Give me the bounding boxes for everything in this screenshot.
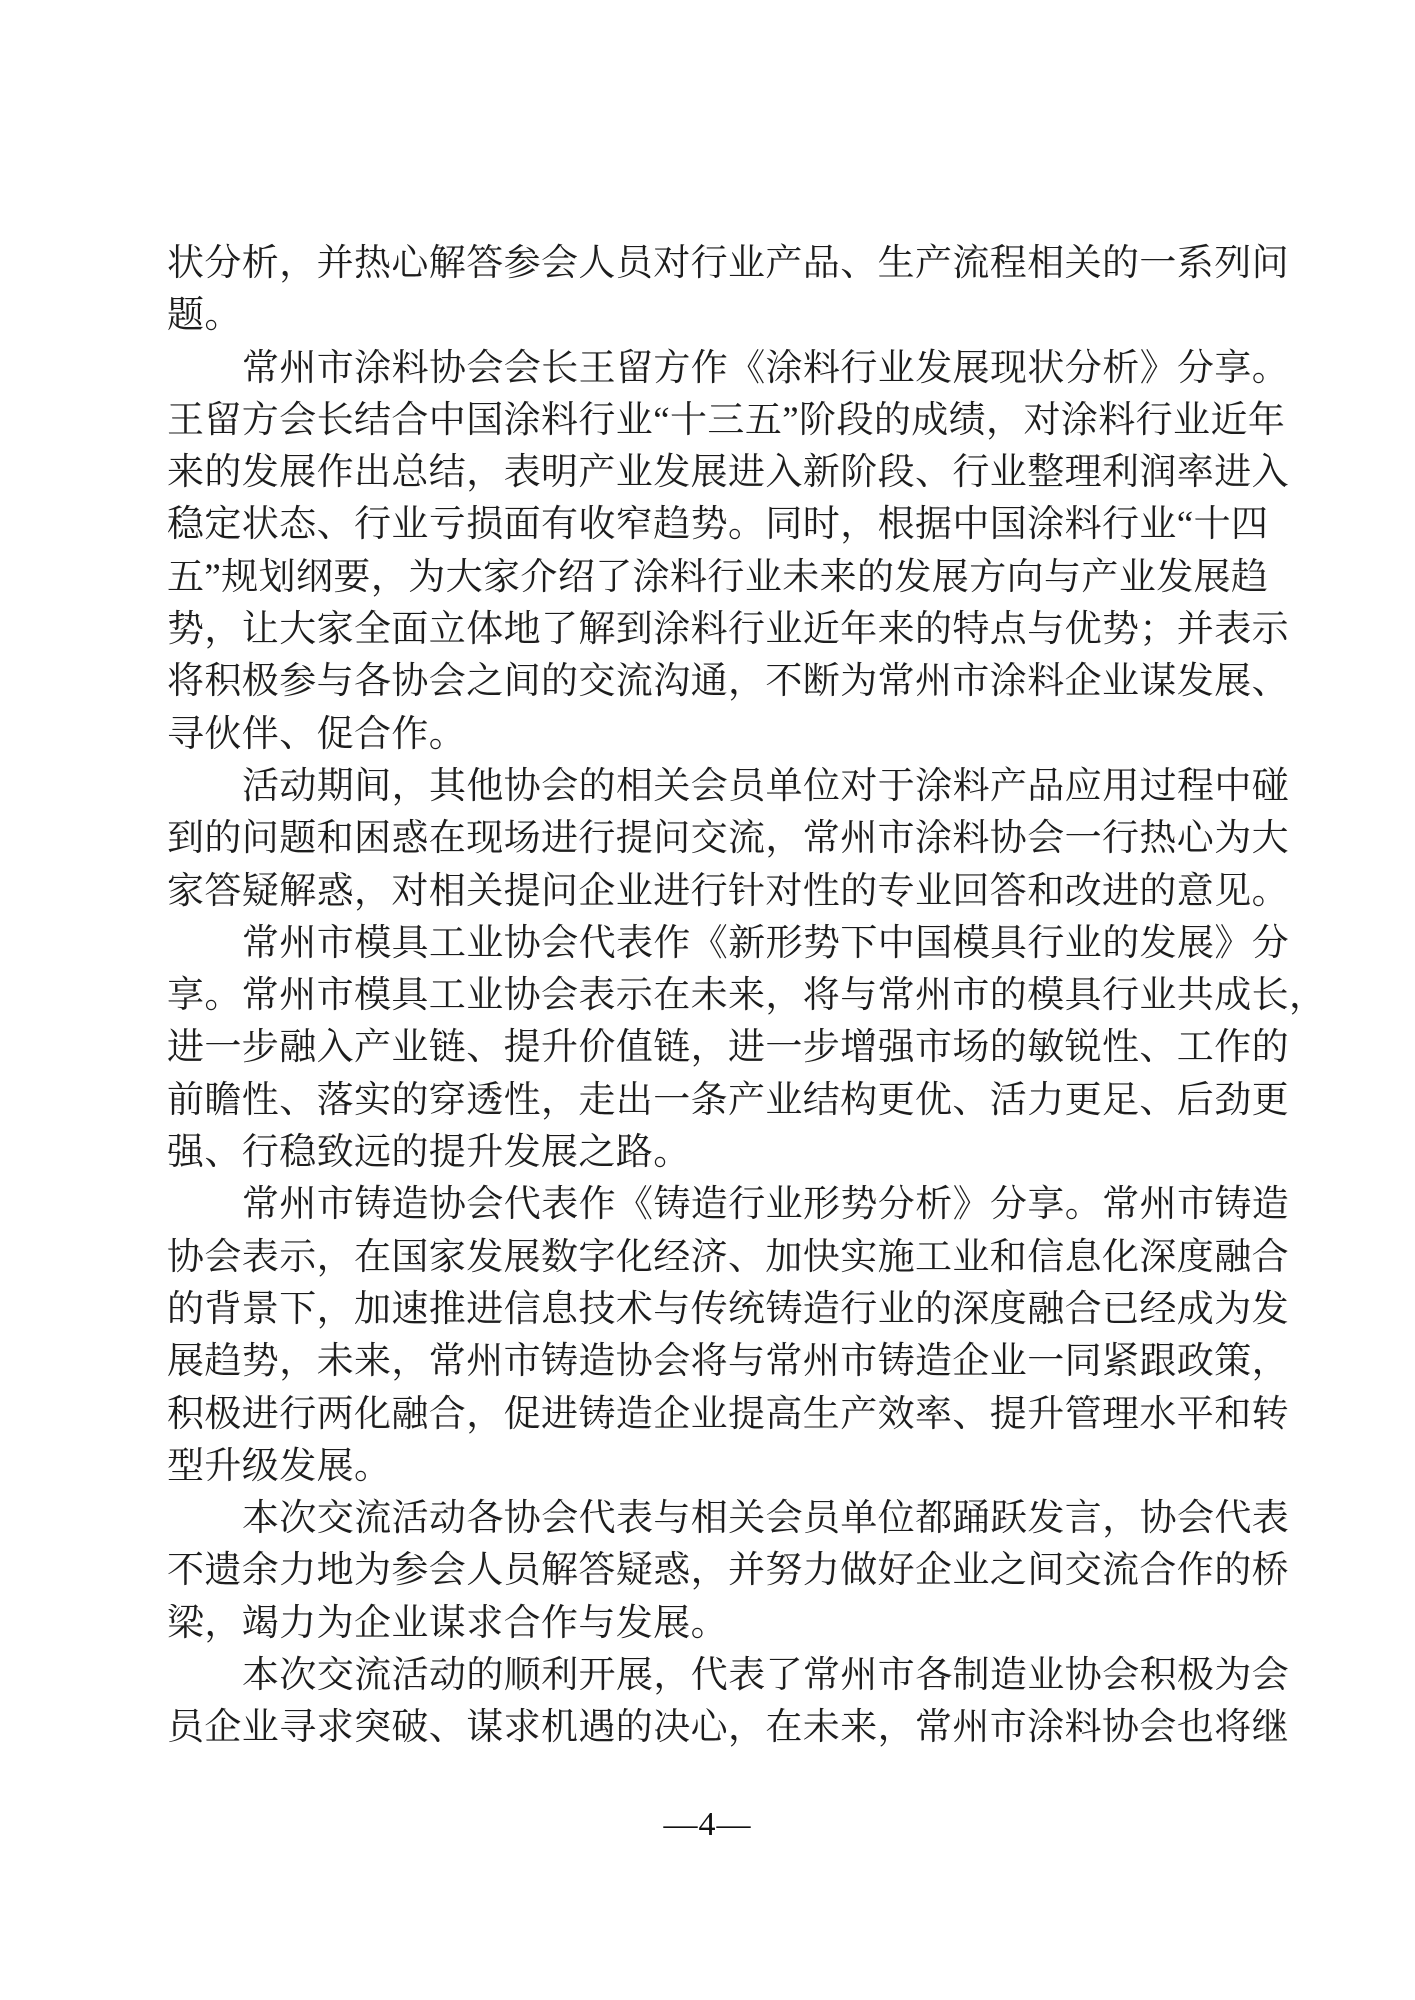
text-line: 常州市模具工业协会代表作《新形势下中国模具行业的发展》分: [242, 922, 1290, 964]
text-line: 来的发展作出总结，表明产业发展进入新阶段、行业整理利润率进入: [167, 452, 1289, 494]
text-line: 题。: [167, 295, 242, 337]
text-line: 到的问题和困惑在现场进行提问交流，常州市涂料协会一行热心为大: [167, 818, 1289, 860]
text-line: 的背景下，加速推进信息技术与传统铸造行业的深度融合已经成为发: [167, 1288, 1289, 1330]
text-line: 本次交流活动各协会代表与相关会员单位都踊跃发言，协会代表: [242, 1498, 1290, 1540]
text-line: 员企业寻求突破、谋求机遇的决心，在未来，常州市涂料协会也将继: [167, 1707, 1289, 1749]
text-line: 活动期间，其他协会的相关会员单位对于涂料产品应用过程中碰: [242, 765, 1290, 807]
text-line: 强、行稳致远的提升发展之路。: [167, 1132, 691, 1174]
text-line: 梁，竭力为企业谋求合作与发展。: [167, 1602, 728, 1644]
text-line: 进一步融入产业链、提升价值链，进一步增强市场的敏锐性、工作的: [167, 1027, 1289, 1069]
text-line: 常州市涂料协会会长王留方作《涂料行业发展现状分析》分享。: [242, 347, 1290, 389]
text-line: 状分析，并热心解答参会人员对行业产品、生产流程相关的一系列问: [167, 243, 1289, 284]
text-line: 协会表示，在国家发展数字化经济、加快实施工业和信息化深度融合: [167, 1236, 1289, 1278]
text-line: 本次交流活动的顺利开展，代表了常州市各制造业协会积极为会: [242, 1655, 1290, 1697]
text-line: 享。常州市模具工业协会表示在未来，将与常州市的模具行业共成长，: [167, 975, 1327, 1017]
text-line: 五”规划纲要，为大家介绍了涂料行业未来的发展方向与产业发展趋: [167, 556, 1269, 598]
text-line: 将积极参与各协会之间的交流沟通，不断为常州市涂料企业谋发展、: [167, 661, 1289, 703]
text-line: 王留方会长结合中国涂料行业“十三五”阶段的成绩，对涂料行业近年: [167, 399, 1286, 441]
text-block: [167, 238, 1327, 1755]
text-line: 势，让大家全面立体地了解到涂料行业近年来的特点与优势；并表示: [167, 609, 1289, 651]
page-number: —4—: [663, 1806, 752, 1843]
text-line: 寻伙伴、促合作。: [167, 713, 467, 755]
text-line: 不遗余力地为参会人员解答疑惑，并努力做好企业之间交流合作的桥: [167, 1550, 1289, 1592]
text-line: 常州市铸造协会代表作《铸造行业形势分析》分享。常州市铸造: [242, 1184, 1290, 1226]
text-line: 稳定状态、行业亏损面有收窄趋势。同时，根据中国涂料行业“十四: [167, 504, 1269, 546]
text-line: 家答疑解惑，对相关提问企业进行针对性的专业回答和改进的意见。: [167, 870, 1289, 912]
text-line: 积极进行两化融合，促进铸造企业提高生产效率、提升管理水平和转: [167, 1393, 1289, 1435]
text-line: 前瞻性、落实的穿透性，走出一条产业结构更优、活力更足、后劲更: [167, 1079, 1289, 1121]
text-line: 展趋势，未来，常州市铸造协会将与常州市铸造企业一同紧跟政策，: [167, 1341, 1289, 1383]
text-line: 型升级发展。: [167, 1445, 392, 1487]
